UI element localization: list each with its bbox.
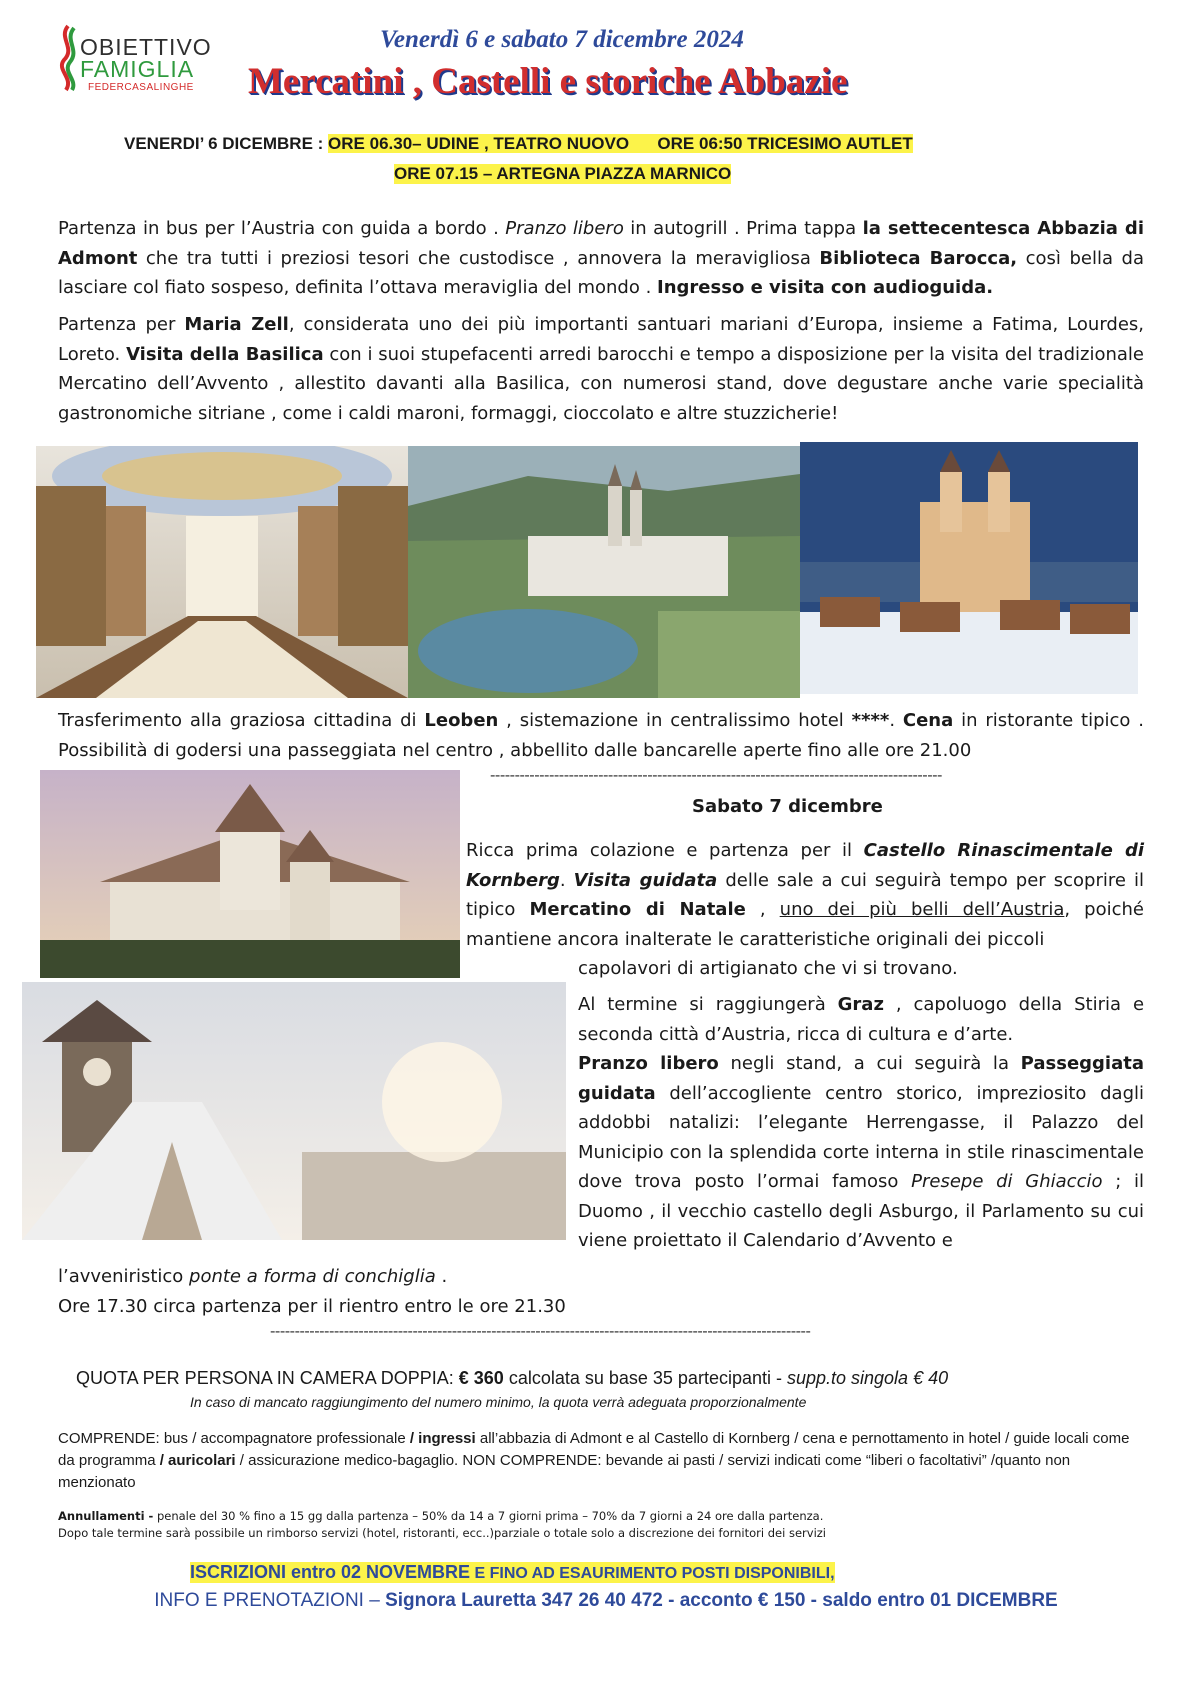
price-line: QUOTA PER PERSONA IN CAMERA DOPPIA: € 360 calcolata su base 35 partecipanti - supp.to singola € 40 (76, 1368, 949, 1388)
registration-deadline: ISCRIZIONI entro 02 NOVEMBRE E FINO AD ESAURIMENTO POSTI DISPONIBILI, (190, 1562, 835, 1582)
departure-line-1 (124, 134, 913, 154)
day1-paragraph-1: Partenza in bus per l’Austria con guida a bordo . Pranzo libero in autogrill . Prima tappa la settecentesca Abbazia di Admont che tra tutti i preziosi tesori che custodisce , annovera la meravigliosa Biblioteca Barocca, così bella da lasciare col fiato sospeso, definita l’ottava meraviglia del mondo . Ingresso e visita con audioguida. (58, 218, 1144, 298)
logo-line2: FAMIGLIA (80, 56, 195, 82)
event-date: Venerdì 6 e sabato 7 dicembre 2024 (380, 26, 744, 53)
price-note: In caso di mancato raggiungimento del numero minimo, la quota verrà adeguata proporzionalmente (190, 1394, 807, 1410)
kornberg-castle-photo (40, 770, 460, 978)
admont-abbey-aerial-photo (408, 446, 800, 698)
departure-stop-3: ORE 07.15 – ARTEGNA PIAZZA MARNICO (394, 164, 732, 183)
logo-mark-icon (54, 24, 82, 92)
graz-clocktower-winter-photo (22, 982, 566, 1240)
booking-contact: Signora Lauretta 347 26 40 472 - acconto € 150 - saldo entro 01 DICEMBRE (385, 1590, 1058, 1611)
departure-label: VENERDI’ 6 DICEMBRE : (124, 134, 324, 153)
logo (54, 22, 234, 94)
logo-line1: OBIETTIVO (80, 34, 212, 60)
day2-paragraph-1-end: capolavori di artigianato che vi si trovano. (578, 958, 958, 979)
divider-line: -------------------------------------------------------------------------------------------- (490, 766, 942, 784)
day1-paragraph-2: Partenza per Maria Zell, considerata uno dei più importanti santuari mariani d’Europa, insieme a Fatima, Lourdes, Loreto. Visita della Basilica con i suoi stupefacenti arredi barocchi e tempo a disposizione per la visita del tradizionale Mercatino dell’Avvento , allestito davanti alla Basilica, con numerosi stand, dove degustare anche varie specialità gastronomiche sitriane , come i caldi maroni, formaggi, cioccolato e altre stuzzicherie! (58, 314, 1145, 424)
day2-paragraph-2: Al termine si raggiungerà Graz , capoluogo della Stiria e seconda città d’Austria, ricca di cultura e d’arte. Pranzo libero negli stand, a cui seguirà la Passeggiata guidata dell’accogliente centro storico, impreziosito dagli addobbi natalizi: l’elegante Herrengasse, il Palazzo del Municipio con la splendida corte interna in stile rinascimentale dove trova posto l’ormai famoso Presepe di Ghiaccio ; il Duomo , il vecchio castello degli Asburgo, il Parlamento su cui viene proiettato il Calendario d’Avvento e (578, 994, 1145, 1251)
logo-line3: FEDERCASALINGHE (88, 82, 194, 93)
saturday-title: Sabato 7 dicembre (692, 796, 883, 817)
single-supplement: supp.to singola € 40 (786, 1368, 949, 1388)
included-services: COMPRENDE: bus / accompagnatore professionale / ingressi all’abbazia di Admont e al Castello di Kornberg / cena e pernottamento in hotel / guide locali come da programma / auricolari / assicurazione medico-bagaglio. NON COMPRENDE: bevande ai pasti / servizi indicati come “liberi o facoltativi” /quanto non menzionato (58, 1430, 1130, 1491)
day2-paragraph-1: Ricca prima colazione e partenza per il Castello Rinascimentale di Kornberg. Visita guidata delle sale a cui seguirà tempo per scoprire il tipico Mercatino di Natale , uno dei più belli dell’Austria, poiché mantiene ancora inalterate le caratteristiche originali dei piccoli capolavori di artigianato che vi si trovano. (466, 836, 1144, 984)
page-title: Mercatini , Castelli e storiche Abbazie (248, 61, 848, 102)
admont-library-photo (36, 446, 408, 698)
price-value: € 360 (458, 1368, 504, 1388)
mariazell-christmas-market-photo (800, 442, 1138, 694)
divider-line-2: -------------------------------------------------------------------------------------------------------------- (270, 1322, 811, 1340)
departure-stop-1: ORE 06.30– UDINE , TEATRO NUOVO ORE 06:50 TRICESIMO AUTLET (328, 134, 913, 153)
day1-paragraph-3: Trasferimento alla graziosa cittadina di Leoben , sistemazione in centralissimo hotel ****. Cena in ristorante tipico . Possibilità di godersi una passeggiata nel centro , abbellito dalle bancarelle aperte fino alle ore 21.00 (58, 710, 1144, 761)
day2-paragraph-3: l’avveniristico ponte a forma di conchiglia . Ore 17.30 circa partenza per il rientro entro le ore 21.30 (58, 1266, 566, 1317)
booking-info: INFO E PRENOTAZIONI – Signora Lauretta 347 26 40 472 - acconto € 150 - saldo entro 01 DICEMBRE (154, 1590, 1058, 1611)
cancellation-policy: Annullamenti - penale del 30 % fino a 15 gg dalla partenza – 50% da 14 a 7 giorni prima – 70% da 7 giorni a 24 ore dalla partenza. Dopo tale termine sarà possibile un rimborso servizi (hotel, ristoranti, ecc..)parziale o totale solo a discrezione dei fornitori dei servizi (58, 1509, 826, 1540)
